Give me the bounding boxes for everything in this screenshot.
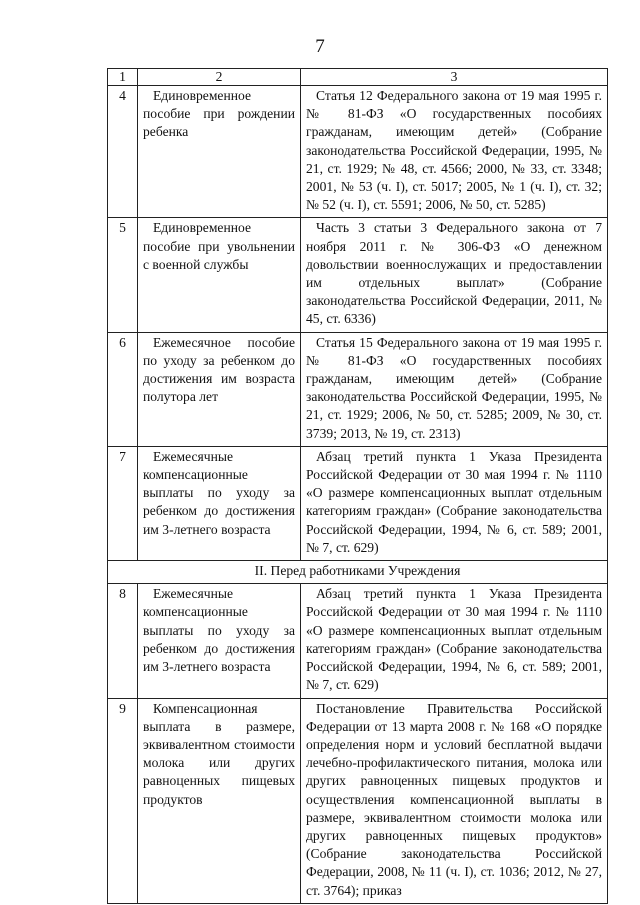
table-row xyxy=(108,332,608,446)
payment-name: Ежемесячное пособие по уходу за ребенком до достижения им возраста полутора лет xyxy=(138,332,301,446)
legal-basis: Статья 12 Федерального закона от 19 мая 1995 г. № 81-ФЗ «О государственных пособиях гражданам, имеющим детей» (Собрание законодательства Российской Федерации, 1995, № 21, ст. 1929; № 48, ст. 4566; 2000, № 33, ст. 3348; 2001, № 53 (ч. I), ст. 5017; 2005, № 1 (ч. I), ст. 32; № 52 (ч. I), ст. 5591; 2006, № 50, ст. 5285) xyxy=(301,86,608,218)
payment-name: Ежемесячные компенсационные выплаты по уходу за ребенком до достижения им 3-летнего возраста xyxy=(138,446,301,560)
table-row xyxy=(108,584,608,698)
row-number: 4 xyxy=(108,86,138,218)
payment-name: Компенсационная выплата в размере, эквивалентном стоимости молока или других равноценных пищевых продуктов xyxy=(138,698,301,903)
row-number: 8 xyxy=(108,584,138,698)
payments-table xyxy=(107,68,608,904)
legal-basis: Абзац третий пункта 1 Указа Президента Российской Федерации от 30 мая 1994 г. № 1110 «О размере компенсационных выплат отдельным категориям граждан» (Собрание законодательства Российской Федерации, 1994, № 6, ст. 589; 2001, № 7, ст. 629) xyxy=(301,584,608,698)
row-number: 6 xyxy=(108,332,138,446)
legal-basis: Постановление Правительства Российской Федерации от 13 марта 2008 г. № 168 «О порядке определения норм и условий бесплатной выдачи лечебно-профилактического питания, молока или других равноценных пищевых продуктов и осуществления компенсационной выплаты в размере, эквивалентном стоимости молока или других равноценных пищевых продуктов» (Собрание законодательства Российской Федерации, 2008, № 11 (ч. I), ст. 1036; 2012, № 27, ст. 3764); приказ xyxy=(301,698,608,903)
page-number: 7 xyxy=(315,36,325,57)
table-row xyxy=(108,86,608,218)
table-row xyxy=(108,698,608,903)
column-number-3: 3 xyxy=(301,69,608,86)
payment-name: Единовременное пособие при увольнении с военной службы xyxy=(138,218,301,332)
payment-name: Единовременное пособие при рождении ребенка xyxy=(138,86,301,218)
column-number-2: 2 xyxy=(138,69,301,86)
legal-basis: Абзац третий пункта 1 Указа Президента Российской Федерации от 30 мая 1994 г. № 1110 «О размере компенсационных выплат отдельным категориям граждан» (Собрание законодательства Российской Федерации, 1994, № 6, ст. 589; 2001, № 7, ст. 629) xyxy=(301,446,608,560)
legal-basis: Часть 3 статьи 3 Федерального закона от 7 ноября 2011 г. № 306-ФЗ «О денежном довольствии военнослужащих и предоставлении им отдельных выплат» (Собрание законодательства Российской Федерации, 2011, № 45, ст. 6336) xyxy=(301,218,608,332)
row-number: 5 xyxy=(108,218,138,332)
payment-name: Ежемесячные компенсационные выплаты по уходу за ребенком до достижения им 3-летнего возраста xyxy=(138,584,301,698)
row-number: 9 xyxy=(108,698,138,903)
row-number: 7 xyxy=(108,446,138,560)
table-row xyxy=(108,218,608,332)
column-number-row xyxy=(108,69,608,86)
section-title: II. Перед работниками Учреждения xyxy=(108,561,608,584)
legal-basis: Статья 15 Федерального закона от 19 мая 1995 г. № 81-ФЗ «О государственных пособиях гражданам, имеющим детей» (Собрание законодательства Российской Федерации, 1995, № 21, ст. 1929; 2006, № 50, ст. 5285; 2009, № 30, ст. 3739; 2013, № 19, ст. 2313) xyxy=(301,332,608,446)
section-row xyxy=(108,561,608,584)
column-number-1: 1 xyxy=(108,69,138,86)
table-row xyxy=(108,446,608,560)
